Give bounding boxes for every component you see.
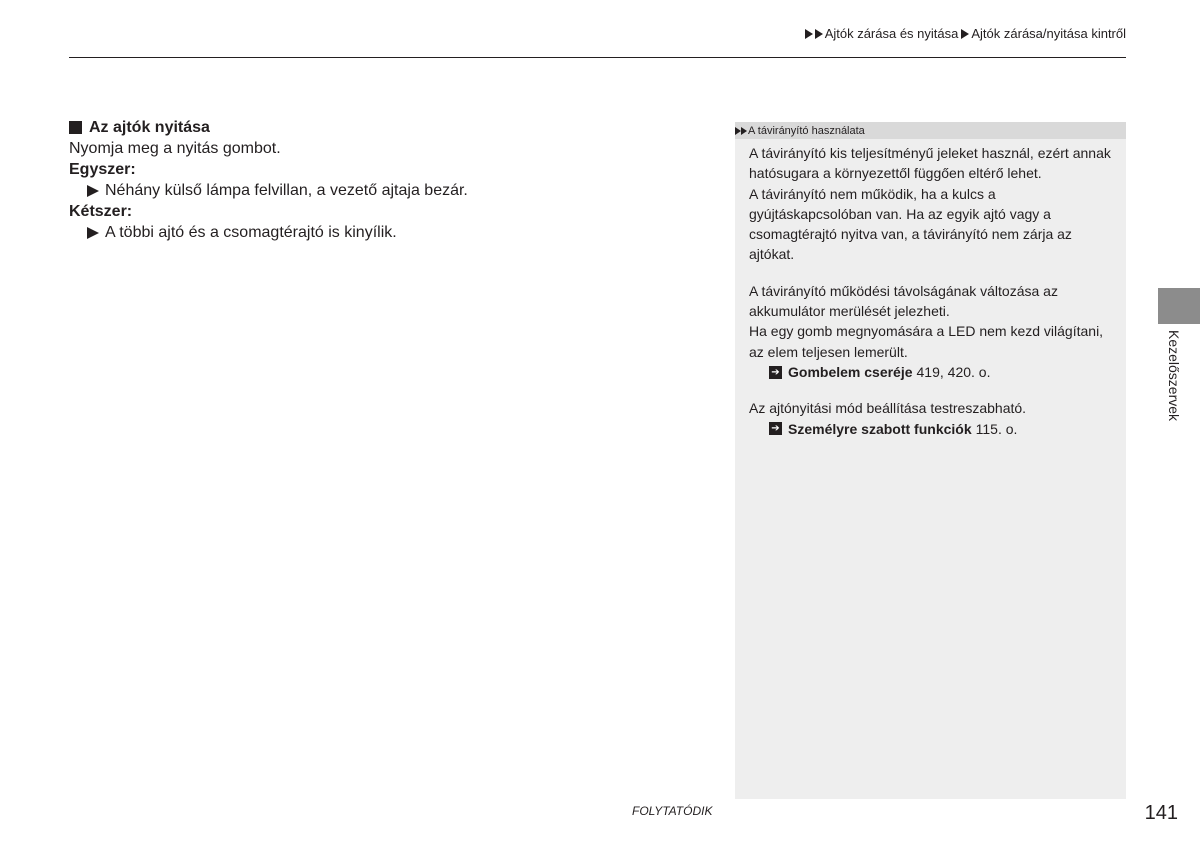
cross-reference-battery[interactable] [749,362,1112,382]
chapter-label: Kezelőszervek [1166,330,1182,422]
twice-result [69,222,669,243]
arrow-icon [961,29,969,39]
section-heading [69,117,669,138]
sidebar-line: gyújtáskapcsolóban van. Ha az egyik ajtó vagy a [749,205,1051,222]
sidebar-body [735,139,1126,439]
continues-label: FOLYTATÓDIK [632,804,713,818]
once-result-text: Néhány külső lámpa felvillan, a vezető ajtaja bezár. [105,182,468,199]
cross-reference-icon: ➔ [769,366,782,379]
once-result [69,180,669,201]
sidebar-line: az elem teljesen lemerült. [749,343,908,360]
xref-page: 419, 420. o. [916,363,991,380]
sidebar-title [735,122,1126,139]
breadcrumb-item[interactable]: Ajtók zárása/nyitása kintről [971,26,1126,41]
once-label: Egyszer: [69,161,136,178]
breadcrumb [805,26,1126,41]
breadcrumb-item[interactable]: Ajtók zárása és nyitása [824,26,959,41]
heading-text: Az ajtók nyitása [89,119,210,136]
result-arrow-icon [87,227,99,239]
sidebar-line: A távirányító működési távolságának változása az [749,282,1058,299]
result-arrow-icon [87,185,99,197]
sidebar-line: csomagtérajtó nyitva van, a távirányító nem zárja az [749,226,1072,243]
sidebar-line: hatósugara a környezettől függően eltérő lehet. [749,165,1042,182]
header-divider [69,57,1126,58]
sidebar-line: A távirányító kis teljesítményű jeleket használ, ezért annak [749,145,1111,161]
xref-title[interactable]: Személyre szabott funkciók [788,420,972,437]
xref-page: 115. o. [975,420,1018,437]
cross-reference-icon: ➔ [769,422,782,435]
sidebar-title-text: A távirányító használata [748,124,865,137]
sidebar-line: ajtókat. [749,246,795,263]
double-arrow-icon [735,127,747,135]
sidebar-note [735,122,1126,799]
xref-title[interactable]: Gombelem cseréje [788,363,913,380]
twice-label: Kétszer: [69,203,133,220]
arrow-icon [805,29,813,39]
chapter-thumb-tab[interactable] [1158,288,1200,324]
main-content [69,117,669,243]
sidebar-line: akkumulátor merülését jelezheti. [749,303,950,320]
sidebar-line: Az ajtónyitási mód beállítása testreszabható. [749,400,1027,417]
sidebar-line: Ha egy gomb megnyomására a LED nem kezd világítani, [749,323,1104,340]
twice-result-text: A többi ajtó és a csomagtérajtó is kinyílik. [105,224,397,241]
square-bullet-icon [69,121,82,134]
arrow-icon [815,29,823,39]
sidebar-line: A távirányító nem működik, ha a kulcs a [749,185,996,202]
cross-reference-customize[interactable] [749,419,1112,439]
page-number: 141 [1144,802,1178,824]
instruction-text: Nyomja meg a nyitás gombot. [69,140,281,157]
